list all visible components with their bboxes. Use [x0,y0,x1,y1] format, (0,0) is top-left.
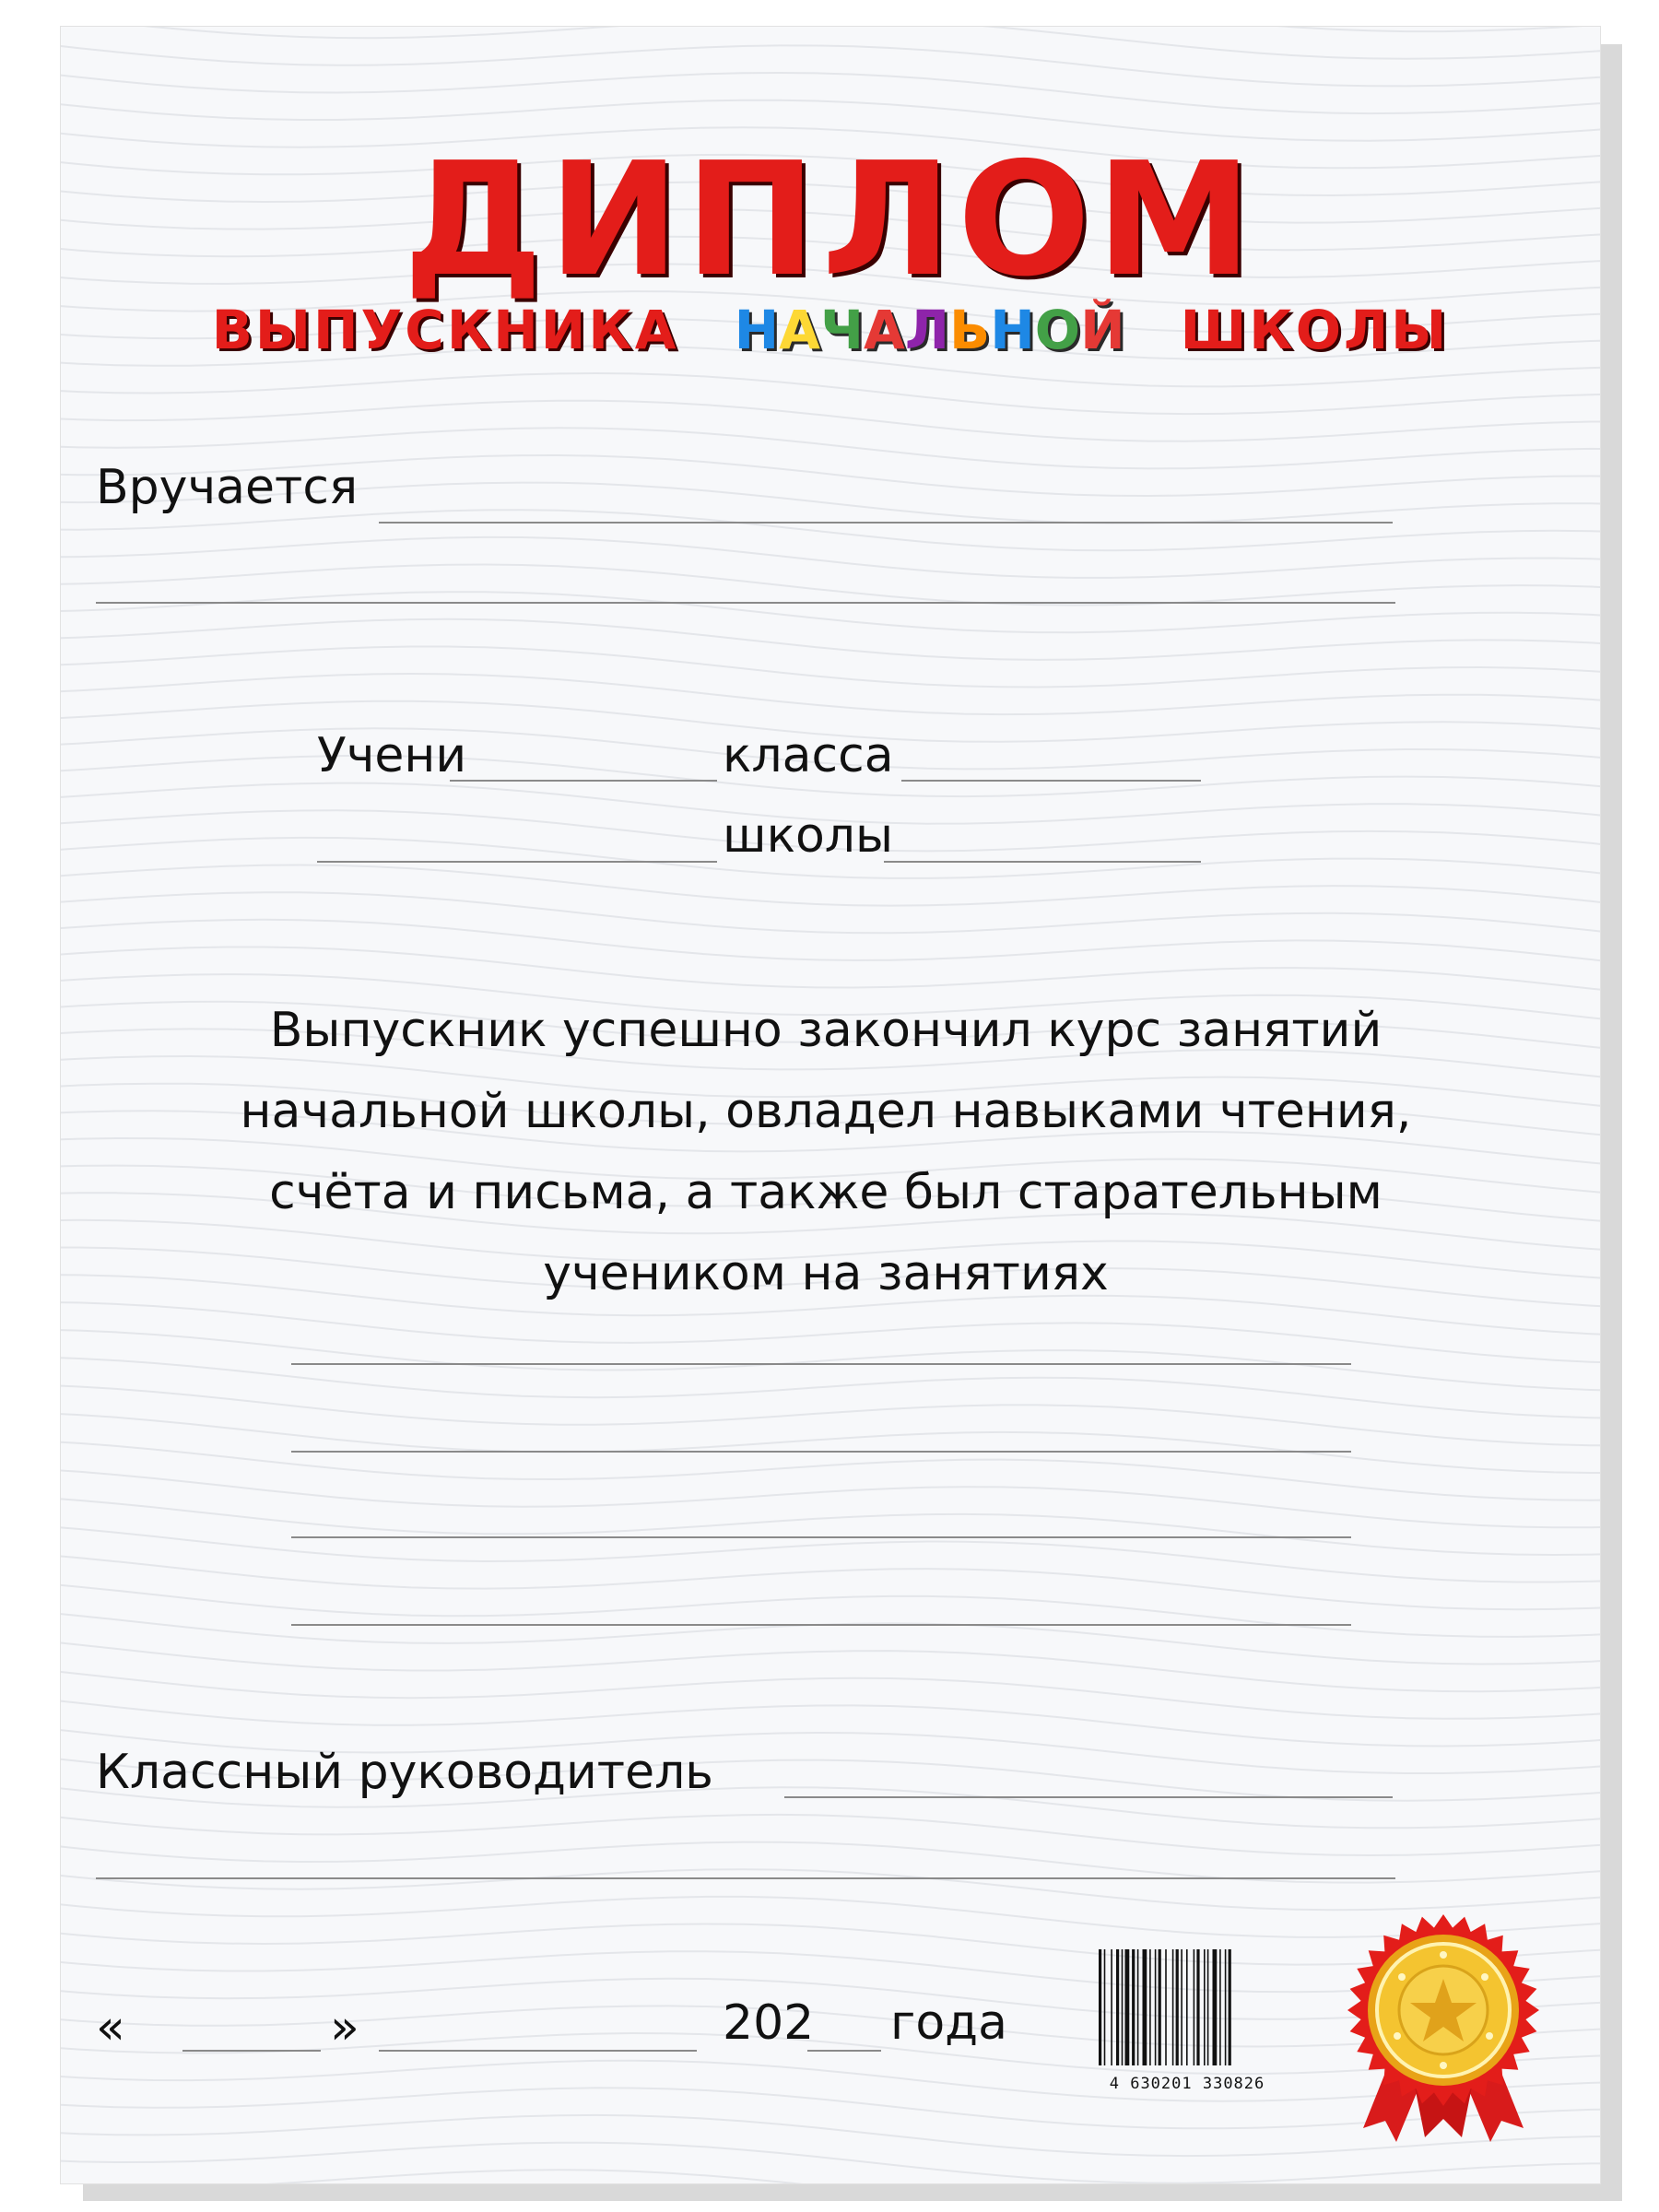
year-prefix: 202 [723,1995,815,2051]
student-label: Учени [317,728,467,783]
barcode-number: 4 630201 330826 [1109,2075,1265,2093]
writing-line-2[interactable] [291,1451,1351,1453]
body-line: счёта и письма, а также был старательным [269,1165,1382,1220]
diploma-sheet [60,26,1601,2184]
writing-line-3[interactable] [291,1536,1351,1538]
body-line: Выпускник успешно закончил курс занятий [269,1003,1382,1058]
subtitle-letter: Н [990,299,1035,361]
school-number-line[interactable] [317,861,717,863]
year-line[interactable] [807,2050,881,2052]
subtitle-letter: Л [904,299,950,361]
recipient-line-1[interactable] [379,522,1393,524]
date-open-quote: « [96,2000,125,2055]
subtitle-graduate: ВЫПУСКНИКА [211,299,679,361]
subtitle-letter: О [1034,299,1081,361]
month-line[interactable] [379,2050,697,2052]
subtitle-letter: Ч [820,299,864,361]
barcode-bars [1095,1946,1279,2075]
writing-line-4[interactable] [291,1624,1351,1626]
teacher-label: Классный руководитель [96,1745,713,1800]
body-line: начальной школы, овладел навыками чтения, [240,1084,1412,1139]
writing-line-1[interactable] [291,1363,1351,1365]
student-suffix-line[interactable] [450,780,717,782]
subtitle-letter: Н [734,299,780,361]
teacher-line-1[interactable] [784,1796,1393,1798]
school-label: школы [723,808,894,864]
school-line[interactable] [884,861,1201,863]
award-seal-icon [1337,1907,1549,2147]
class-label: класса [723,728,894,783]
day-line[interactable] [182,2050,321,2052]
teacher-line-2[interactable] [96,1877,1395,1879]
barcode [1095,1946,1279,2102]
date-close-quote: » [330,2000,359,2055]
diploma-title: ДИПЛОМ [403,129,1258,312]
subtitle-school: ШКОЛЫ [1180,299,1450,361]
diploma-body-text [227,990,1425,1314]
subtitle-primary [735,299,1125,361]
subtitle-letter: А [863,299,905,361]
subtitle-letter: Й [1080,299,1125,361]
subtitle-letter: Ь [949,299,991,361]
presented-label: Вручается [96,460,359,515]
subtitle-letter: А [779,299,821,361]
class-line[interactable] [901,780,1201,782]
diploma-subtitle [61,299,1600,361]
year-suffix: года [890,1995,1007,2051]
recipient-line-2[interactable] [96,602,1395,604]
body-line: учеником на занятиях [543,1246,1109,1301]
